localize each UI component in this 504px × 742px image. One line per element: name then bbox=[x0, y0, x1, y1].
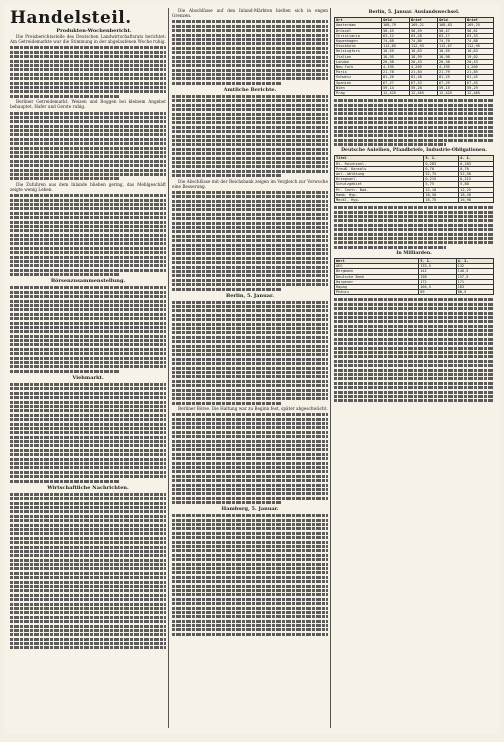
table-cell: 52,50 bbox=[459, 171, 494, 176]
table-header-cell: 4. 1. bbox=[456, 258, 493, 263]
column-2 bbox=[172, 8, 328, 728]
table-cell: 18,40 bbox=[459, 192, 494, 197]
table-cell: 112,93 bbox=[409, 44, 437, 49]
table-header-cell: 5. 1. bbox=[419, 258, 456, 263]
table-cell: 0,70 bbox=[424, 166, 459, 171]
section-heading: Hamburg, 5. Januar. bbox=[221, 506, 279, 513]
table-cell: 18,95 bbox=[381, 54, 409, 59]
table-cell: 19,02 bbox=[465, 54, 493, 59]
article-paragraph: Berliner Börse. Die Haltung war zu Beginn fest, später abgeschwächt. bbox=[178, 406, 328, 412]
table-cell: 4,195 bbox=[437, 65, 465, 70]
table-cell: 81,40 bbox=[409, 75, 437, 80]
table-cell: London bbox=[335, 59, 382, 64]
table-row bbox=[335, 290, 494, 295]
table-cell: 0,283 bbox=[424, 161, 459, 166]
table-cell: 169,25 bbox=[465, 23, 493, 28]
table-cell: 133,5 bbox=[419, 264, 456, 269]
column-1 bbox=[10, 34, 166, 728]
table-cell: 10,63 bbox=[409, 49, 437, 54]
table-cell: 67,29 bbox=[437, 80, 465, 85]
table-cell: Bergmann bbox=[335, 269, 419, 274]
table-cell: Kopenhagen bbox=[335, 39, 382, 44]
table-header-cell: Wert bbox=[335, 258, 419, 263]
table-cell: 0,215 bbox=[424, 177, 459, 182]
table-cell: 5,80 bbox=[459, 182, 494, 187]
table-cell: 4,205 bbox=[465, 65, 493, 70]
table-cell: 103 bbox=[456, 284, 493, 289]
section-heading: Börsenzusammenstellung. bbox=[50, 278, 126, 285]
table-cell: Paris bbox=[335, 70, 382, 75]
table-row bbox=[335, 197, 494, 202]
table-cell: 20,43 bbox=[409, 59, 437, 64]
table-cell: 12,25 bbox=[459, 187, 494, 192]
table-cell: 16,75 bbox=[424, 197, 459, 202]
exchange-rate-table bbox=[334, 17, 494, 96]
newspaper-page bbox=[4, 4, 500, 734]
table-cell: 63,17 bbox=[437, 33, 465, 38]
table-header-cell: 4. 1. bbox=[459, 156, 494, 161]
table-cell: Kriegsanl. bbox=[335, 177, 424, 182]
table-header-cell: Brief bbox=[409, 18, 437, 23]
table-cell: 0,70 bbox=[459, 166, 494, 171]
table-cell: 132 bbox=[456, 264, 493, 269]
article-paragraph: Die Zufuhren aus dem Inlande blieben gering, das Mehlgeschäft zeigte wenig Leben. bbox=[10, 181, 166, 192]
table-cell: Amsterdam bbox=[335, 23, 382, 28]
table-cell: Hapag bbox=[335, 284, 419, 289]
table-cell: 171 bbox=[456, 279, 493, 284]
column-rule bbox=[168, 8, 169, 728]
table-cell: 21,79 bbox=[437, 70, 465, 75]
section-heading: Wirtschaftliche Nachrichten. bbox=[47, 484, 129, 491]
table-row bbox=[335, 33, 494, 38]
table-cell: Wien bbox=[335, 85, 382, 90]
table-cell: 172 bbox=[419, 279, 456, 284]
table-cell: 12,10 bbox=[424, 187, 459, 192]
section-subhead: Produkten-Wochenbericht. bbox=[56, 28, 132, 34]
table-cell: 74,88 bbox=[465, 39, 493, 44]
table-cell: Phönix bbox=[335, 290, 419, 295]
table-cell: 104,5 bbox=[419, 284, 456, 289]
table-cell: Prag bbox=[335, 91, 382, 96]
table-row bbox=[335, 49, 494, 54]
table-cell: 12,465 bbox=[465, 91, 493, 96]
table-cell: 81,25 bbox=[437, 75, 465, 80]
table-header-cell: Ort bbox=[335, 18, 382, 23]
table-cell: Pr. Centr. Bod. bbox=[335, 187, 424, 192]
table-cell: 58,47 bbox=[437, 28, 465, 33]
table-cell: 0,215 bbox=[459, 177, 494, 182]
table-cell: 10,63 bbox=[465, 49, 493, 54]
table-cell: 140,5 bbox=[456, 269, 493, 274]
table-cell: 12,425 bbox=[437, 91, 465, 96]
table-cell: Spanien bbox=[335, 80, 382, 85]
table-header-cell: Geld bbox=[381, 18, 409, 23]
table-cell: Preuß. Konsols bbox=[335, 166, 424, 171]
table-cell: 74,86 bbox=[409, 39, 437, 44]
table-cell: 12,465 bbox=[409, 91, 437, 96]
section-masthead: Handelsteil. bbox=[10, 8, 132, 28]
table-cell: Stockholm bbox=[335, 44, 382, 49]
table-header-cell: Brief bbox=[465, 18, 493, 23]
section-heading: Amtliche Berichte. bbox=[223, 86, 277, 93]
table-header-cell: Titel bbox=[335, 156, 424, 161]
table-cell: Christiania bbox=[335, 33, 382, 38]
section-heading: Berlin, 5. Januar. bbox=[226, 292, 274, 299]
table-cell: 112,67 bbox=[437, 44, 465, 49]
table-cell: 81,45 bbox=[465, 75, 493, 80]
table-cell: 59,14 bbox=[381, 85, 409, 90]
table-cell: Deutsche Bank bbox=[335, 274, 419, 279]
table-cell: 52,75 bbox=[424, 171, 459, 176]
table-cell: 16,90 bbox=[459, 197, 494, 202]
table-cell: 21,78 bbox=[381, 70, 409, 75]
table-cell: 89 bbox=[419, 290, 456, 295]
table-cell: 81,20 bbox=[381, 75, 409, 80]
table-cell: Meckl. Hyp. bbox=[335, 197, 424, 202]
table-cell: Italien bbox=[335, 54, 382, 59]
table-cell: 58,59 bbox=[409, 28, 437, 33]
table-cell: 20,38 bbox=[437, 59, 465, 64]
table-cell: 112,95 bbox=[465, 44, 493, 49]
table-title: Berlin, 5. Januar. Auslandswechsel. bbox=[368, 10, 460, 15]
table-cell: New York bbox=[335, 65, 382, 70]
article-paragraph: Berliner Getreidemarkt. Weizen und Roggen bei kleinem Angebot behauptet, Hafer und Gerste ruhig. bbox=[10, 99, 166, 110]
table-cell: Helsingfors bbox=[335, 49, 382, 54]
table-cell: 4,205 bbox=[409, 65, 437, 70]
table-cell: 67,43 bbox=[409, 80, 437, 85]
table-cell: Hamb. Hyp. bbox=[335, 192, 424, 197]
article-paragraph: Die Abschlüsse auf den Inland-Märkten hielten sich in engen Grenzen. bbox=[172, 8, 328, 19]
table-cell: 67,45 bbox=[465, 80, 493, 85]
table-cell: 10,59 bbox=[381, 49, 409, 54]
table-cell: 59,15 bbox=[437, 85, 465, 90]
table-cell: 18,98 bbox=[437, 54, 465, 59]
article-paragraph: Die Abschlüsse mit der Reichsbank zeigen im Vergleich zur Vorwoche eine Besserung. bbox=[172, 178, 328, 189]
table-cell: 21,84 bbox=[409, 70, 437, 75]
table-cell: 169,21 bbox=[409, 23, 437, 28]
table-cell: 63,33 bbox=[465, 33, 493, 38]
table-cell: 12,425 bbox=[381, 91, 409, 96]
table-cell: Anl.-Ablösung bbox=[335, 171, 424, 176]
table-cell: Schutzgebiet bbox=[335, 182, 424, 187]
table-cell: 67,27 bbox=[381, 80, 409, 85]
bonds-table bbox=[334, 155, 494, 203]
table-cell: 63,28 bbox=[409, 33, 437, 38]
table-cell: 88,5 bbox=[456, 290, 493, 295]
table-cell: Schweiz bbox=[335, 75, 382, 80]
table-cell: 112,65 bbox=[381, 44, 409, 49]
table-cell: 74,70 bbox=[437, 39, 465, 44]
table-cell: 20,38 bbox=[381, 59, 409, 64]
table-header-cell: 5. 1. bbox=[424, 156, 459, 161]
table-title: In Milliarden. bbox=[396, 250, 432, 256]
table-cell: 157,5 bbox=[456, 274, 493, 279]
table-cell: 158 bbox=[419, 274, 456, 279]
table-cell: Harpener bbox=[335, 279, 419, 284]
section-heading: Viehmarkt. bbox=[72, 374, 104, 381]
table-cell: 58,61 bbox=[465, 28, 493, 33]
table-cell: 18,50 bbox=[424, 192, 459, 197]
table-cell: 5,75 bbox=[424, 182, 459, 187]
table-cell: 168,79 bbox=[381, 23, 409, 28]
column-3 bbox=[334, 8, 494, 728]
table-cell: 0,283 bbox=[459, 161, 494, 166]
table-cell: Brüssel bbox=[335, 28, 382, 33]
table-cell: 58,45 bbox=[381, 28, 409, 33]
table-cell: 74,68 bbox=[381, 39, 409, 44]
table-cell: 63,12 bbox=[381, 33, 409, 38]
table-cell: AEG bbox=[335, 264, 419, 269]
table-title: Deutsche Anleihen, Pfandbriefe, Industrie-Obligationen. bbox=[341, 148, 487, 154]
table-cell: 21,85 bbox=[465, 70, 493, 75]
table-cell: 59,28 bbox=[409, 85, 437, 90]
table-cell: 141 bbox=[419, 269, 456, 274]
table-cell: 20,43 bbox=[465, 59, 493, 64]
table-cell: 59,29 bbox=[465, 85, 493, 90]
column-rule bbox=[330, 8, 331, 728]
stocks-table bbox=[334, 258, 494, 295]
table-row bbox=[335, 91, 494, 96]
table-cell: 168,83 bbox=[437, 23, 465, 28]
table-cell: 10,59 bbox=[437, 49, 465, 54]
table-header-cell: Geld bbox=[437, 18, 465, 23]
table-cell: 4,195 bbox=[381, 65, 409, 70]
article-paragraph: Die Preisberichtsstelle des Deutschen Landwirtschaftsrats berichtet: Am Getreidemarkte war die Stimmung in der abgelaufenen Woche ruhig. bbox=[10, 34, 166, 45]
table-cell: 18,99 bbox=[409, 54, 437, 59]
table-cell: Dt. Reichsanl. bbox=[335, 161, 424, 166]
